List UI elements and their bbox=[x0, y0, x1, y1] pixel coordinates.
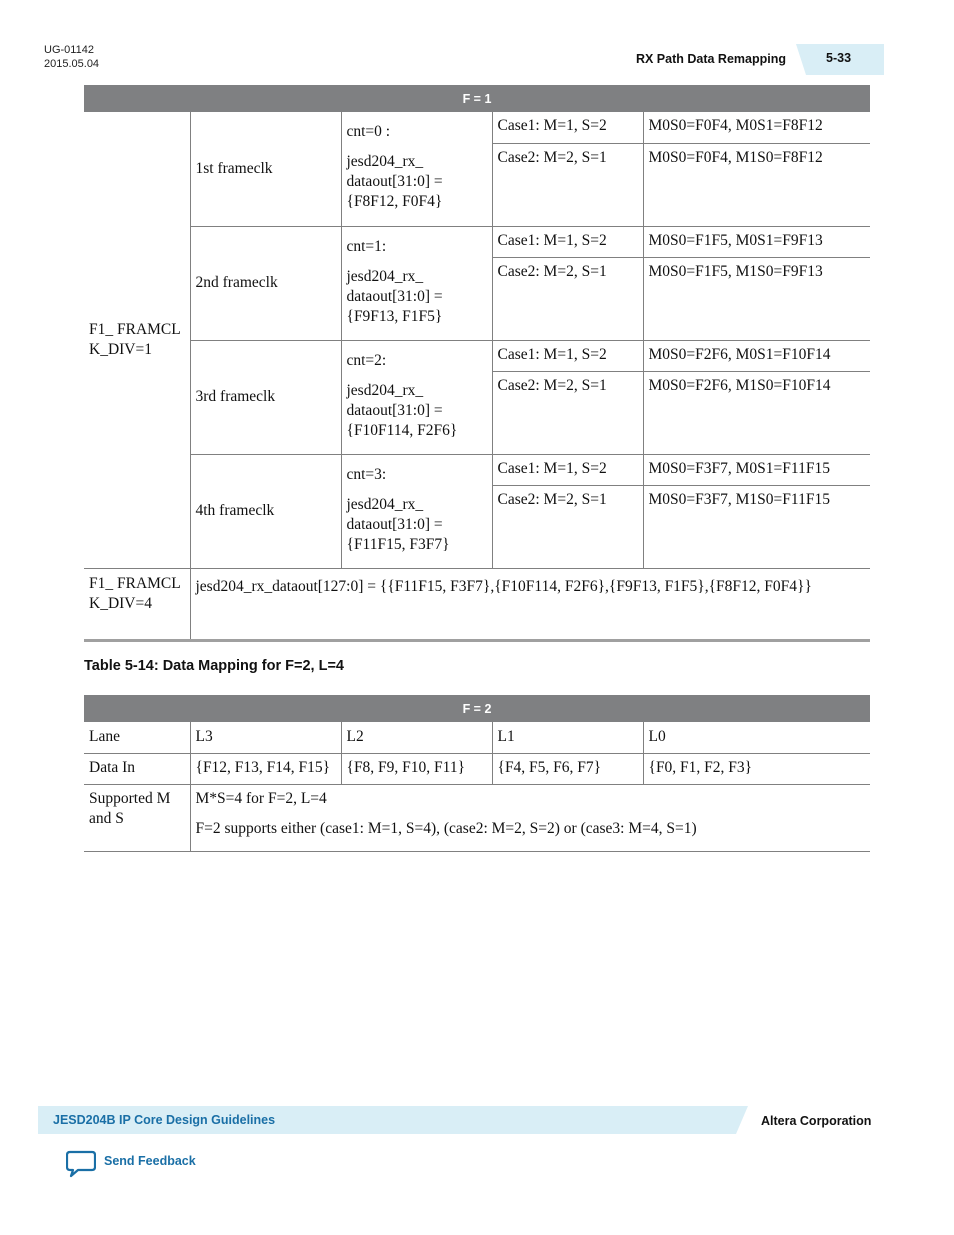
data-in-cell: {F0, F1, F2, F3} bbox=[643, 753, 870, 784]
dataout-value: jesd204_rx_ dataout[31:0] = {F11F15, F3F7} bbox=[346, 495, 450, 553]
doc-id: UG-01142 bbox=[44, 44, 94, 56]
data-in-label: Data In bbox=[84, 753, 190, 784]
cnt-cell bbox=[341, 454, 492, 568]
f2-mapping-table bbox=[84, 695, 870, 852]
frameclk-cell: 2nd frameclk bbox=[190, 226, 341, 340]
send-feedback-link[interactable]: Send Feedback bbox=[104, 1154, 196, 1168]
table-caption: Table 5-14: Data Mapping for F=2, L=4 bbox=[84, 658, 344, 674]
map2-cell: M0S0=F0F4, M1S0=F8F12 bbox=[643, 143, 870, 226]
lane-cell: L3 bbox=[190, 722, 341, 753]
section-title: RX Path Data Remapping bbox=[635, 52, 786, 66]
data-in-cell: {F12, F13, F14, F15} bbox=[190, 753, 341, 784]
case2-cell: Case2: M=2, S=1 bbox=[492, 485, 643, 568]
lane-label: Lane bbox=[84, 722, 190, 753]
data-in-cell: {F8, F9, F10, F11} bbox=[341, 753, 492, 784]
group-label-div4: F1_ FRAMCL K_DIV=4 bbox=[84, 568, 190, 640]
speech-bubble-icon[interactable] bbox=[66, 1150, 96, 1178]
page-number: 5-33 bbox=[826, 51, 852, 65]
table-heading: F = 2 bbox=[84, 695, 870, 722]
cnt-cell bbox=[341, 226, 492, 340]
map2-cell: M0S0=F2F6, M1S0=F10F14 bbox=[643, 371, 870, 454]
doc-date: 2015.05.04 bbox=[44, 58, 100, 70]
supported-cell bbox=[190, 784, 870, 851]
map2-cell: M0S0=F3F7, M1S0=F11F15 bbox=[643, 485, 870, 568]
case1-cell: Case1: M=1, S=2 bbox=[492, 226, 643, 257]
lane-cell: L1 bbox=[492, 722, 643, 753]
cnt-value: cnt=3: bbox=[346, 465, 387, 483]
case2-cell: Case2: M=2, S=1 bbox=[492, 257, 643, 340]
supported-label: Supported M and S bbox=[84, 784, 190, 851]
dataout-127-cell: jesd204_rx_dataout[127:0] = {{F11F15, F3F7},{F10F114, F2F6},{F9F13, F1F5},{F8F12, F0F4}} bbox=[190, 568, 870, 640]
map1-cell: M0S0=F3F7, M0S1=F11F15 bbox=[643, 454, 870, 485]
map1-cell: M0S0=F0F4, M0S1=F8F12 bbox=[643, 112, 870, 143]
frameclk-cell: 3rd frameclk bbox=[190, 340, 341, 454]
footer-corporation: Altera Corporation bbox=[761, 1114, 872, 1128]
footer-guide-title: JESD204B IP Core Design Guidelines bbox=[53, 1113, 276, 1127]
f1-mapping-table bbox=[84, 85, 870, 642]
case1-cell: Case1: M=1, S=2 bbox=[492, 340, 643, 371]
cnt-value: cnt=1: bbox=[346, 237, 387, 255]
cnt-value: cnt=0 : bbox=[346, 123, 391, 140]
cnt-cell bbox=[341, 112, 492, 226]
supported-line-2: F=2 supports either (case1: M=1, S=4), (case2: M=2, S=2) or (case3: M=4, S=1) bbox=[195, 819, 697, 837]
frameclk-cell: 1st frameclk bbox=[190, 112, 341, 226]
frameclk-cell: 4th frameclk bbox=[190, 454, 341, 568]
dataout-value: jesd204_rx_ dataout[31:0] = {F10F114, F2F6} bbox=[346, 381, 458, 439]
lane-cell: L2 bbox=[341, 722, 492, 753]
map2-cell: M0S0=F1F5, M1S0=F9F13 bbox=[643, 257, 870, 340]
lane-cell: L0 bbox=[643, 722, 870, 753]
case1-cell: Case1: M=1, S=2 bbox=[492, 112, 643, 143]
dataout-value: jesd204_rx_ dataout[31:0] = {F8F12, F0F4} bbox=[346, 153, 443, 210]
map1-cell: M0S0=F1F5, M0S1=F9F13 bbox=[643, 226, 870, 257]
case2-cell: Case2: M=2, S=1 bbox=[492, 371, 643, 454]
case2-cell: Case2: M=2, S=1 bbox=[492, 143, 643, 226]
table-heading: F = 1 bbox=[84, 85, 870, 112]
group-label-div1: F1_ FRAMCL K_DIV=1 bbox=[84, 112, 190, 568]
data-in-cell: {F4, F5, F6, F7} bbox=[492, 753, 643, 784]
supported-line-1: M*S=4 for F=2, L=4 bbox=[195, 789, 327, 807]
cnt-value: cnt=2: bbox=[346, 351, 387, 369]
map1-cell: M0S0=F2F6, M0S1=F10F14 bbox=[643, 340, 870, 371]
dataout-value: jesd204_rx_ dataout[31:0] = {F9F13, F1F5} bbox=[346, 267, 443, 325]
case1-cell: Case1: M=1, S=2 bbox=[492, 454, 643, 485]
cnt-cell bbox=[341, 340, 492, 454]
doc-meta bbox=[44, 43, 99, 71]
